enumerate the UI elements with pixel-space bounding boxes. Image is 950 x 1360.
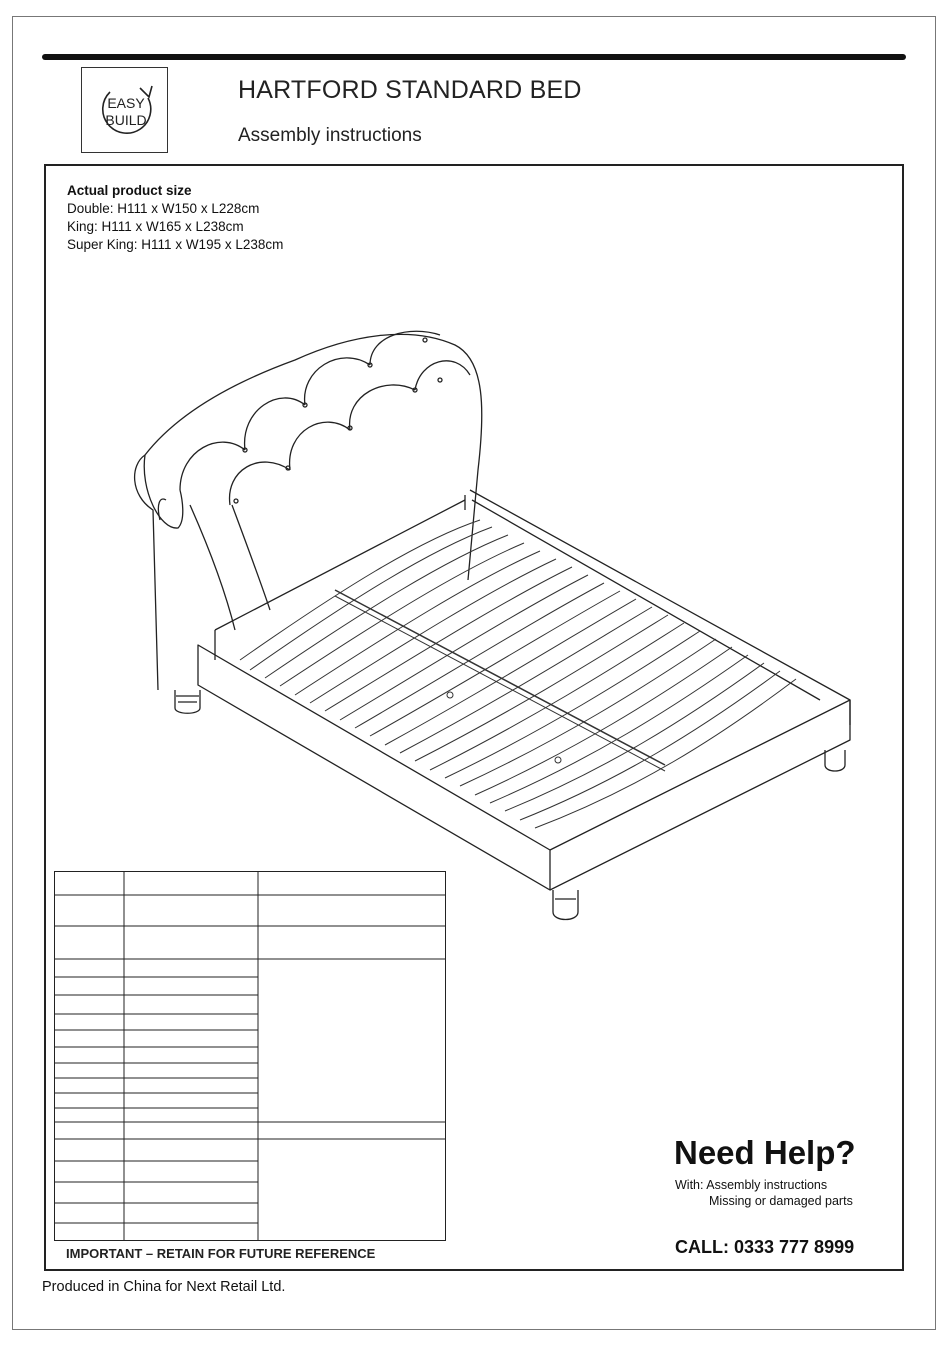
easy-build-logo: [81, 67, 168, 153]
help-topic-assembly: With: Assembly instructions: [675, 1178, 828, 1192]
produced-by-note: Produced in China for Next Retail Ltd.: [42, 1279, 286, 1295]
need-help-heading: Need Help?: [674, 1134, 856, 1171]
size-row-king: King: H111 x W165 x L238cm: [67, 219, 244, 234]
help-topic-missing-parts: Missing or damaged parts: [709, 1194, 853, 1208]
size-row-super-king: Super King: H111 x W195 x L238cm: [67, 237, 284, 252]
logo-line2: BUILD: [105, 112, 147, 128]
help-topics: [675, 1177, 853, 1209]
product-size-heading: Actual product size: [67, 183, 192, 198]
logo-line1: EASY: [107, 95, 145, 111]
product-size-block: [67, 182, 283, 254]
call-number: CALL: 0333 777 8999: [675, 1237, 855, 1257]
page-subtitle: Assembly instructions: [238, 125, 422, 146]
top-rule: [42, 54, 906, 60]
bed-illustration: [120, 290, 860, 940]
size-row-double: Double: H111 x W150 x L228cm: [67, 201, 260, 216]
parts-table: [54, 871, 446, 1241]
important-notice: IMPORTANT – RETAIN FOR FUTURE REFERENCE: [66, 1246, 376, 1261]
page-title: HARTFORD STANDARD BED: [238, 76, 582, 104]
